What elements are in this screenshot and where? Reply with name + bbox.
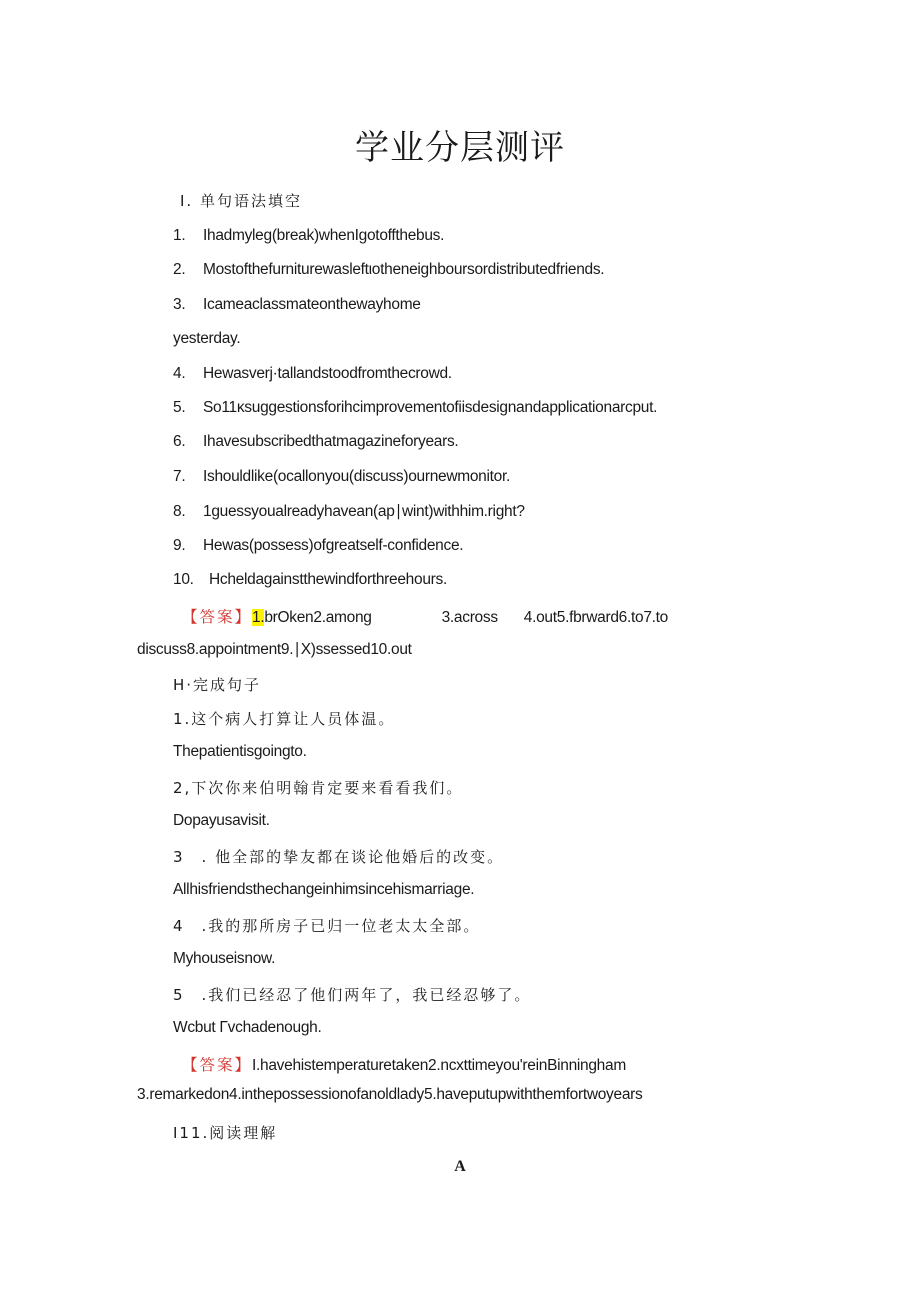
sentence-cn: 3 . 他全部的挚友都在谈论他婚后的改变。 [173,848,505,866]
list-item [173,502,525,521]
item-text: Ihadmyleg(break)whenIgotoffthebus. [203,227,445,244]
item-text: Hewas(possess)ofgreatself-confidence. [203,537,464,554]
list-item [173,330,240,348]
item-text: 1guessyoualreadyhavean(ap∣wint)withhim.right? [203,503,525,520]
page-title: 学业分层测评 [355,128,565,168]
list-item [173,227,444,245]
item-text: Ishouldlike(ocallonyou(discuss)ournewmonitor. [203,468,510,485]
answer-text: I.havehistemperaturetaken2.ncxttimeyou'reinBinningham [252,1057,626,1074]
passage-label: A [454,1158,466,1175]
item-number: 8. [173,503,186,520]
item-text: Icameaclassmateonthewayhome [203,296,421,313]
answer-tag: 【答案】 [182,608,253,626]
sentence-en: Myhouseisnow. [173,950,276,967]
answer-text: 4.out5.fbrward6.to7.to [523,609,668,626]
sentence-cn: 1.这个病人打算让人员体温。 [173,710,396,728]
answer-text: discuss8.appointment9.∣X)ssessed10.out [137,641,412,658]
list-item [173,261,604,279]
answer-block-1 [182,605,668,627]
item-number: 2. [173,261,186,278]
list-item [173,296,421,314]
item-text: Ihavesubscribedthatmagazineforyears. [203,433,459,450]
sentence-en: Allhisfriendsthechangeinhimsincehismarriage. [173,881,475,898]
item-number: 1. [173,227,186,244]
answer-block-2 [182,1053,626,1075]
list-item [173,537,463,555]
item-number: 7. [173,468,186,485]
item-text: Mostofthefurniturewasleftιotheneighboursordistributedfriends. [203,261,605,278]
sentence-cn: 4 .我的那所房子已归一位老太太全部。 [173,917,481,935]
item-number: 10. [173,571,194,588]
sentence-en: Thepatientisgoingto. [173,743,307,760]
item-text: So11κsuggestionsforihcimprovementofiisdesignandapplicationarcput. [203,399,658,416]
section1-heading: I. 单句语法填空 [180,192,302,210]
answer-tag: 【答案】 [182,1056,253,1074]
highlighted-answer: 1. [252,609,265,626]
item-number: 3. [173,296,186,313]
item-text: Hcheldagainstthewindforthreehours. [209,571,447,588]
list-item [173,571,447,589]
list-item [173,399,657,417]
sentence-en: Dopayusavisit. [173,812,270,829]
answer-text: 3.remarkedon4.inthepossessionofanoldlady5.haveputupwiththemfortwoyears [137,1086,643,1103]
answer-text: 3.across [441,609,498,626]
item-number: 6. [173,433,186,450]
answer-text: brOken2.among [264,609,372,626]
list-item [173,468,510,486]
section3-heading: I11.阅读理解 [173,1124,278,1142]
section2-heading: H·完成句子 [173,676,262,694]
item-number: 4. [173,365,186,382]
item-text: Hewasverj·tallandstoodfromthecrowd. [203,365,452,382]
sentence-cn: 5 .我们已经忍了他们两年了，我已经忍够了。 [173,986,532,1004]
item-number: 5. [173,399,186,416]
sentence-cn: 2,下次你来伯明翰肯定要来看看我们。 [173,779,464,797]
item-number: 9. [173,537,186,554]
item-text: yesterday. [173,330,241,347]
list-item [173,365,452,383]
sentence-en: Wcbut Γvchadenough. [173,1019,322,1036]
list-item [173,433,458,451]
